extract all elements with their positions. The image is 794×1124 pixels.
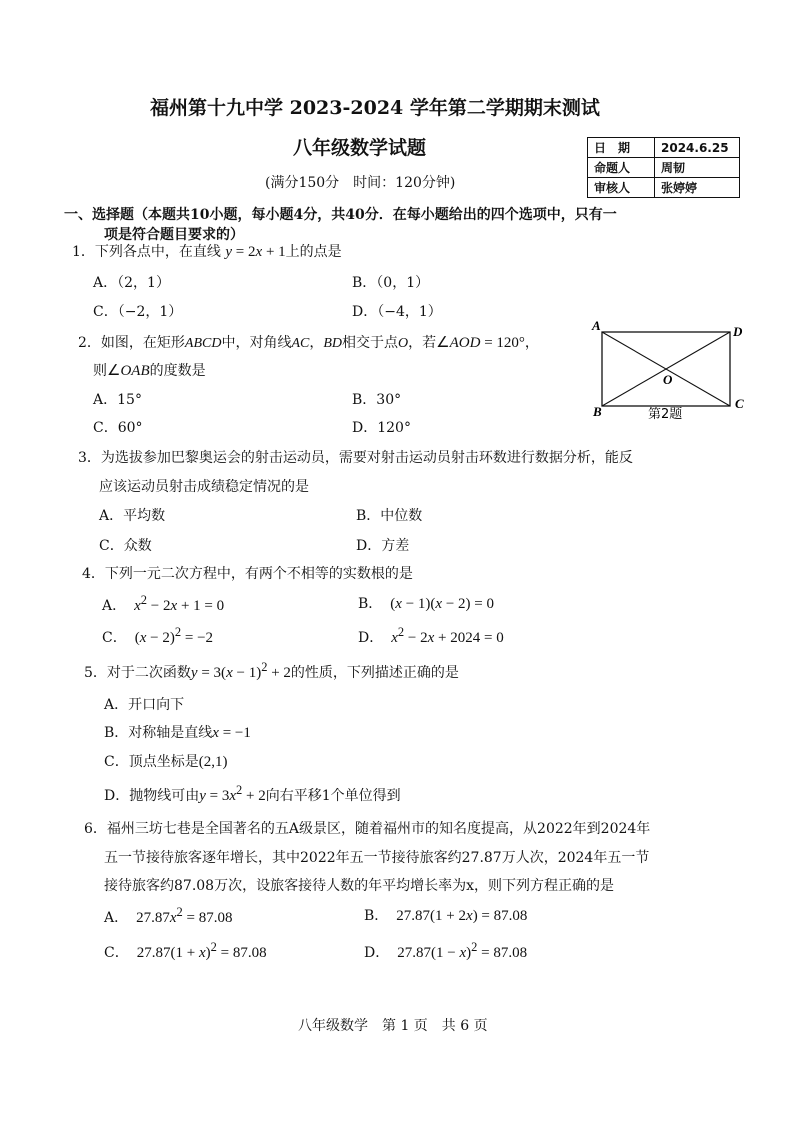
q3-option-a: A．平均数 [99,508,166,524]
q4-option-c: C． $(x - 2)^2 = -2$ [102,625,214,646]
q2-option-a: A．15° [93,392,142,408]
q5-option-c: C．顶点坐标是(2,1) [104,754,228,770]
q1-option-b: B．（0，1） [352,275,430,291]
question-2-cont: 则∠OAB的度数是 [93,363,206,379]
q1-option-d: D．（−4，1） [352,304,442,320]
paper-title: 八年级数学试题 [293,137,427,159]
school-title: 福州第十九中学 2023-2024 学年第二学期期末测试 [150,97,600,119]
line-equation: y = 2x + 1 [225,244,286,260]
q6-option-a: A． $27.87x^2 = 87.08$ [104,905,233,926]
info-key: 命题人 [588,158,655,178]
question-number: 1． [72,244,95,260]
info-row-author [588,158,740,178]
question-6-line2: 五一节接待旅客逐年增长，其中2022年五一节接待旅客约27.87万人次，2024年五一节 [104,850,650,866]
q5-option-b: B．对称轴是直线x = −1 [104,725,251,741]
q5-option-d: D．抛物线可由$y = 3x^2 + 2$向右平移1个单位得到 [104,783,401,804]
q3-option-c: C．众数 [99,538,152,554]
info-key: 日 期 [588,138,655,158]
question-6: 6．福州三坊七巷是全国著名的五A级景区，随着福州市的知名度提高，从2022年到2024年 [84,821,651,837]
question-number: 2． [78,335,101,351]
q2-option-c: C．60° [93,420,143,436]
info-value: 2024.6.25 [655,138,740,158]
vertex-label-c: C [735,396,744,411]
rectangle-figure [590,318,755,428]
q2-option-d: D．120° [352,420,411,436]
q4-option-b: B． (x − 1)(x − 2) = 0 [358,596,495,612]
question-stem-end: 上的点是 [285,244,342,260]
section-heading-cont: 项是符合题目要求的） [104,227,244,243]
q2-option-b: B．30° [352,392,402,408]
question-4: 4．下列一元二次方程中，有两个不相等的实数根的是 [82,566,413,582]
question-5: 5．对于二次函数$y = 3(x - 1)^2 + 2$的性质，下列描述正确的是 [84,660,459,681]
question-1 [72,241,342,261]
info-key: 审核人 [588,178,655,198]
question-6-line3: 接待旅客约87.08万次，设旅客接待人数的年平均增长率为x，则下列方程正确的是 [104,878,614,894]
info-row-reviewer [588,178,740,198]
q6-option-b: B． 27.87(1 + 2x) = 87.08 [364,908,528,924]
vertex-label-b: B [593,404,602,419]
vertex-label-a: A [592,318,601,333]
q1-option-c: C．（−2，1） [93,304,183,320]
q4-option-d: D． $x^2 - 2x + 2024 = 0$ [358,625,504,646]
q3-option-b: B．中位数 [356,508,423,524]
question-2: 2．如图，在矩形ABCD中，对角线AC，BD相交于点O，若∠AOD = 120°， [78,335,539,351]
exam-meta: (满分150分 时间：120分钟) [265,175,456,191]
q3-option-d: D．方差 [356,538,410,554]
q5-option-a: A．开口向下 [104,697,185,713]
question-stem: 下列各点中，在直线 [94,244,221,260]
question-3: 3．为选拔参加巴黎奥运会的射击运动员，需要对射击运动员射击环数进行数据分析，能反 [78,450,633,466]
info-row-date [588,138,740,158]
page-footer: 八年级数学 第 1 页 共 6 页 [298,1018,488,1034]
q4-option-a: A． $x^2 - 2x + 1 = 0$ [102,593,225,614]
info-table [587,137,740,198]
q6-option-d: D． $27.87(1 - x)^2 = 87.08$ [364,940,528,961]
info-value: 张婷婷 [655,178,740,198]
section-heading: 一、选择题（本题共10小题，每小题4分，共40分．在每小题给出的四个选项中，只有一 [64,207,617,223]
question-3-cont: 应该运动员射击成绩稳定情况的是 [99,479,309,495]
center-label-o: O [663,372,673,387]
info-value: 周韧 [655,158,740,178]
vertex-label-d: D [733,324,743,339]
q1-option-a: A．（2，1） [93,275,170,291]
q6-option-c: C． $27.87(1 + x)^2 = 87.08$ [104,940,267,961]
figure-caption: 第2题 [648,407,683,422]
